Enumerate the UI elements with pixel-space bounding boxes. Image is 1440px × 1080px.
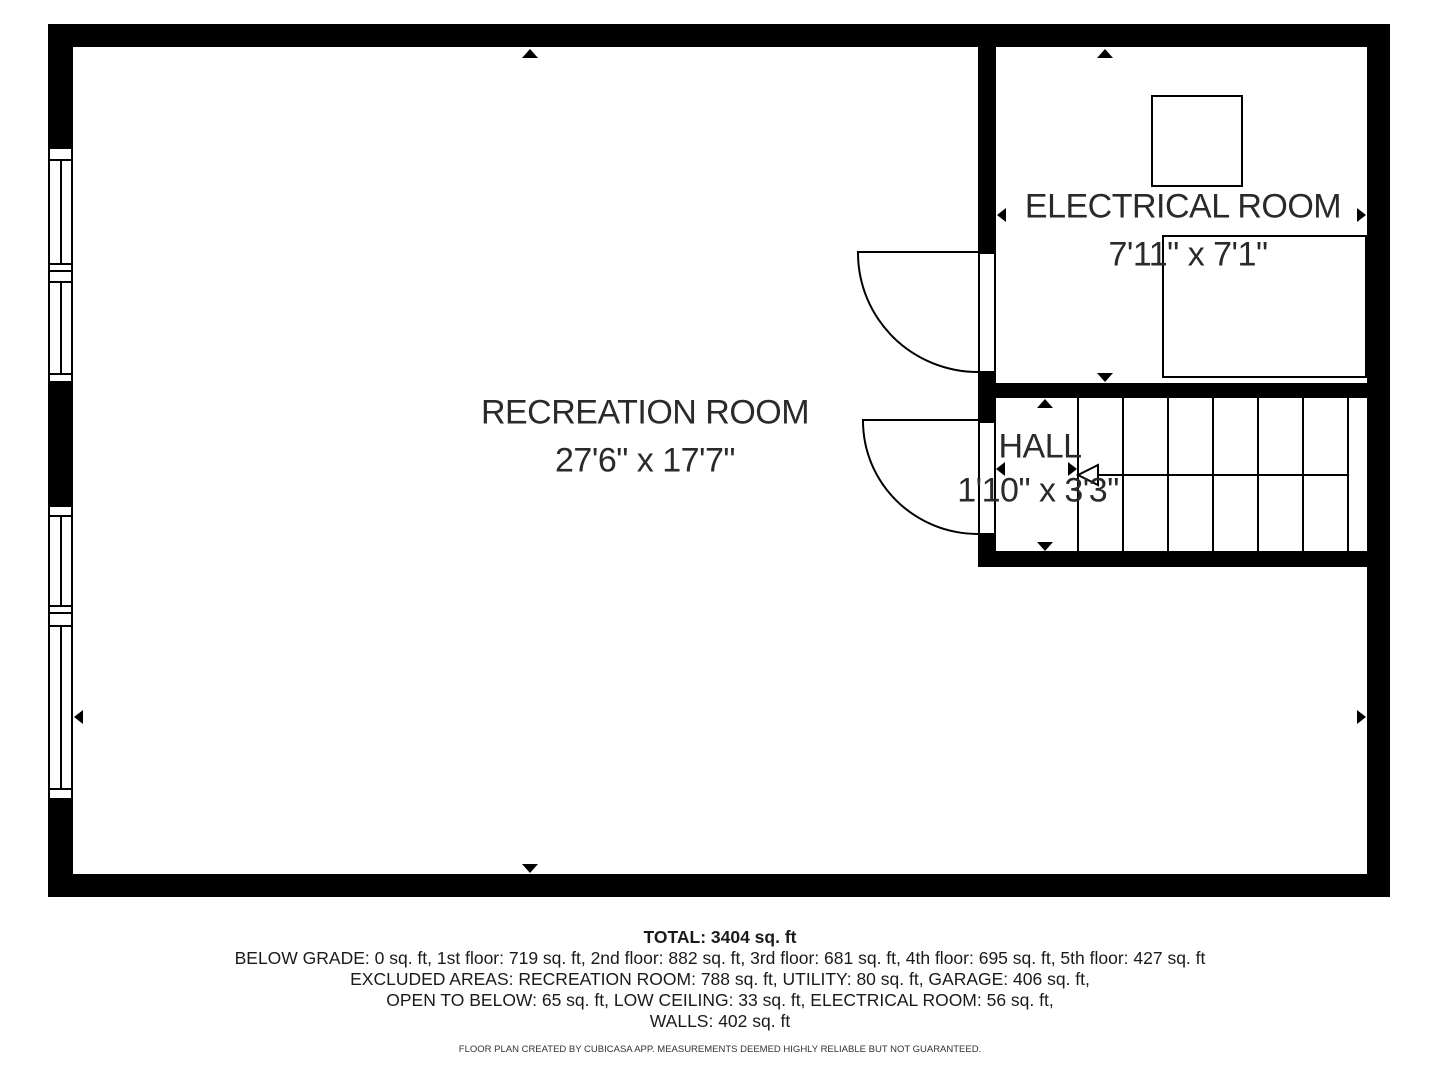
window-mullion-line [50, 263, 71, 265]
window-center-line [60, 625, 62, 788]
walls-area-text: WALLS: 402 sq. ft [649, 1011, 791, 1031]
electrical-room-label: ELECTRICAL ROOM [1024, 187, 1342, 226]
hall-dimensions: 1'10" x 3'3" [957, 471, 1119, 510]
electrical-room-dimensions: 7'11" x 7'1" [1108, 235, 1268, 274]
window-cap-line [50, 788, 71, 790]
window-center-line [60, 281, 62, 373]
marker-electrical-west-icon [997, 208, 1006, 222]
excluded-areas-text-line1: EXCLUDED AREAS: RECREATION ROOM: 788 sq. ft, UTILITY: 80 sq. ft, GARAGE: 406 sq. ft, [350, 969, 1090, 989]
disclaimer-text: FLOOR PLAN CREATED BY CUBICASA APP. MEASUREMENTS DEEMED HIGHLY RELIABLE BUT NOT GUARANTEED. [458, 1044, 982, 1055]
recreation-room-dimensions: 27'6" x 17'7" [555, 441, 735, 480]
marker-recreation-south-icon [522, 864, 538, 873]
window-center-line [60, 515, 62, 605]
excluded-areas-text-line2: OPEN TO BELOW: 65 sq. ft, LOW CEILING: 33 sq. ft, ELECTRICAL ROOM: 56 sq. ft, [386, 990, 1054, 1010]
total-area-text: TOTAL: 3404 sq. ft [643, 927, 797, 947]
window-mullion-line [50, 605, 71, 607]
door-electrical-jamb [978, 252, 996, 373]
marker-recreation-north-icon [522, 49, 538, 58]
electrical-panel-square [1151, 95, 1243, 187]
window-center-line [60, 159, 62, 263]
window-mullion-line [50, 270, 71, 272]
marker-electrical-north-icon [1097, 49, 1113, 58]
wall-top [48, 24, 1390, 47]
marker-hall-south-icon [1037, 542, 1053, 551]
marker-hall-north-icon [1037, 399, 1053, 408]
recreation-room-label: RECREATION ROOM [480, 393, 810, 432]
floor-areas-text: BELOW GRADE: 0 sq. ft, 1st floor: 719 sq. ft, 2nd floor: 882 sq. ft, 3rd floor: 681 sq. ft, 4th floor: 695 sq. ft, 5th floor: 427 sq. ft [234, 948, 1206, 968]
stair-mid-line [1096, 474, 1348, 476]
window-cap-line [50, 373, 71, 375]
window-lower [48, 505, 73, 800]
marker-electrical-south-icon [1097, 373, 1113, 382]
marker-recreation-west-icon [74, 710, 83, 724]
door-electrical-swing-arc [857, 253, 978, 373]
wall-electrical-bottom [996, 383, 1367, 398]
marker-electrical-east-icon [1357, 208, 1366, 222]
window-mullion-line [50, 612, 71, 614]
wall-hall-bottom [978, 551, 1367, 567]
hall-label: HALL [998, 427, 1082, 466]
marker-recreation-east-icon [1357, 710, 1366, 724]
wall-bottom [48, 874, 1390, 897]
window-upper [48, 147, 73, 383]
wall-right [1367, 24, 1390, 897]
